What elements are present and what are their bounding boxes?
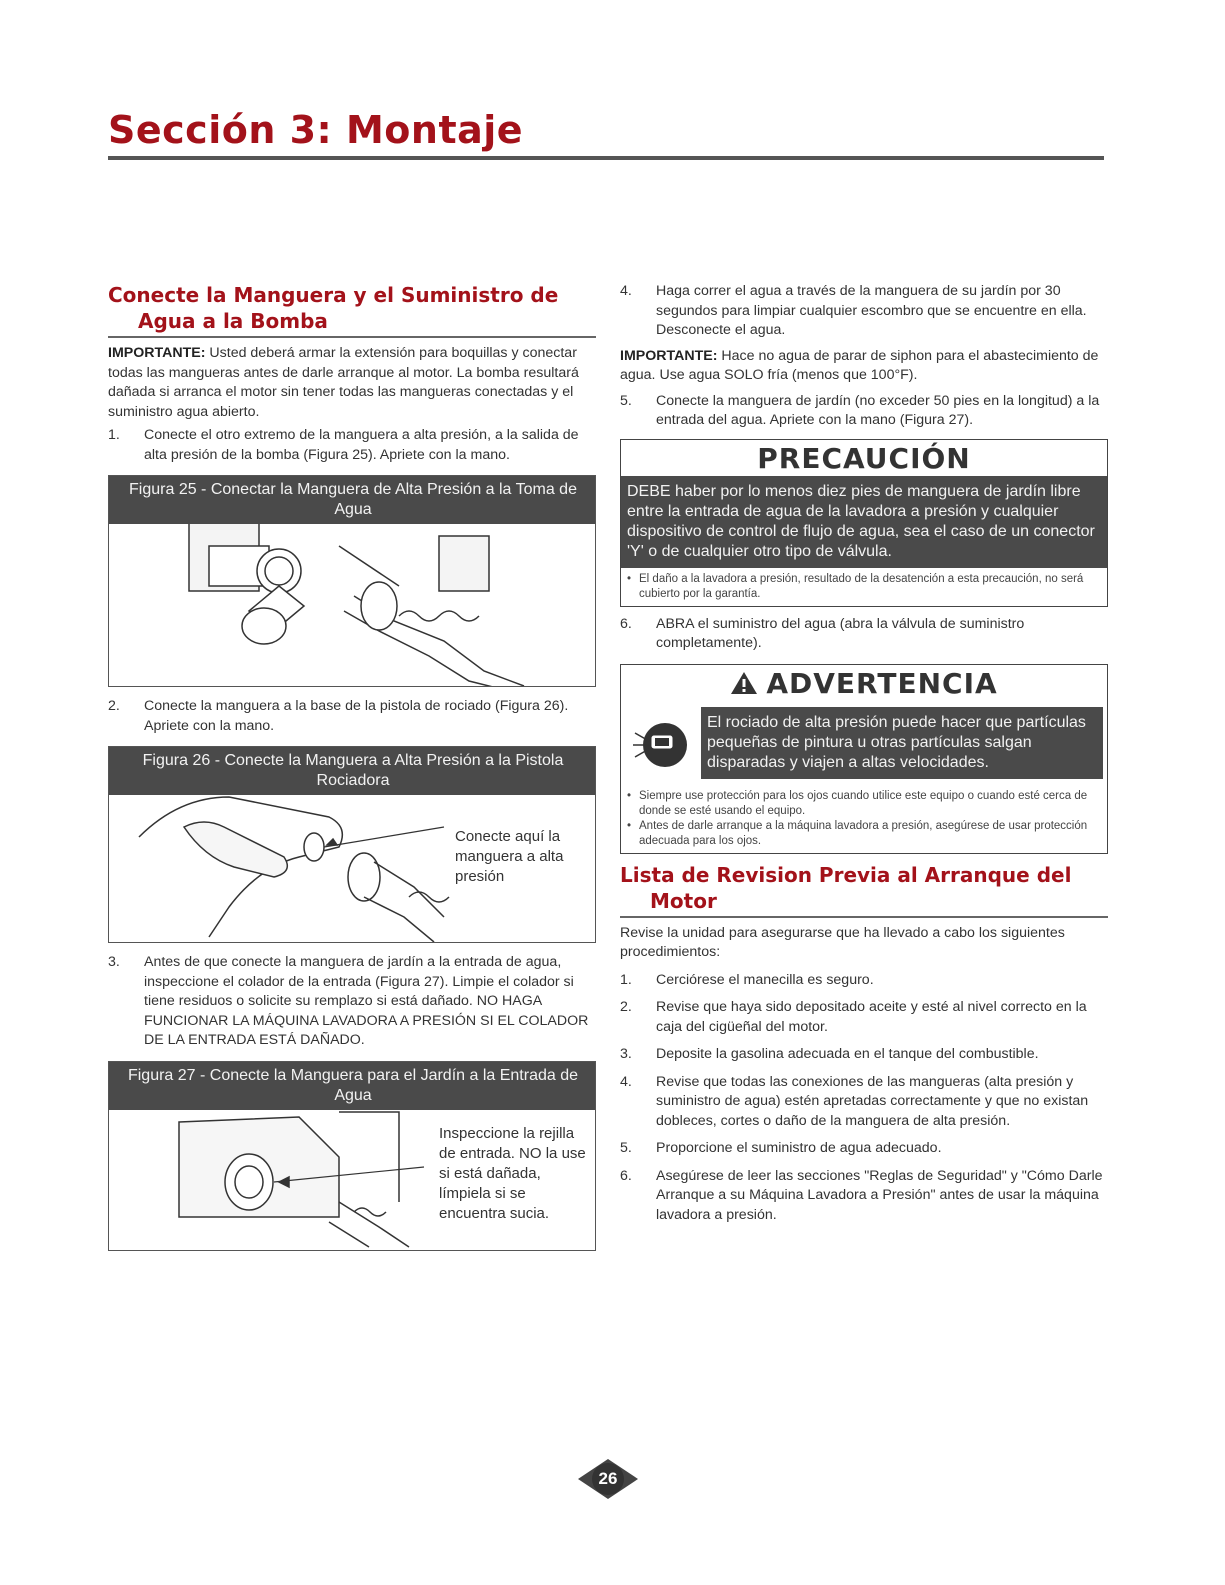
item-number: 4. (620, 1073, 632, 1090)
item-text: Asegúrese de leer las secciones "Reglas de Seguridad" y "Cómo Darle Arranque a su Máquina Lavadora a Presión" antes de usar la máquina lavadora a presión. (656, 1167, 1103, 1223)
step-6 (620, 615, 1108, 654)
caution-title: PRECAUCIÓN (757, 441, 971, 475)
bullet-text: Antes de darle arranque a la máquina lavadora a presión, asegúrese de usar protección adecuada para los ojos. (639, 819, 1088, 847)
figure-27-callout: Inspeccione la rejilla de entrada. NO la use si está dañada, límpiela si se encuentra sucia. (439, 1124, 586, 1222)
item-number: 3. (620, 1046, 632, 1062)
step-text: Haga correr el agua a través de la manguera de su jardín por 30 segundos para limpiar cualquier escombro que se encuentre en ella. Desconecte el agua. (656, 283, 1087, 338)
checklist-item (620, 1139, 1108, 1159)
step-2 (108, 697, 596, 736)
warning-body (621, 701, 1107, 785)
step-number: 3. (108, 954, 120, 970)
bullet-item: • Siempre use protección para los ojos cuando utilice este equipo o cuando esté cerca de donde se esté usando el equipo. (627, 789, 1101, 819)
heading-line-2: Agua a la Bomba (138, 309, 328, 333)
checklist-item (620, 998, 1108, 1037)
important-note-2 (620, 347, 1108, 386)
checklist-item (620, 1045, 1108, 1065)
step-text: Conecte la manguera de jardín (no exceder 50 pies en la longitud) a la entrada del agua. Apriete con la mano (Figura 27). (656, 392, 1100, 428)
item-number: 6. (620, 1167, 632, 1184)
step-text: Conecte la manguera a la base de la pistola de rociado (Figura 26). Apriete con la mano. (144, 698, 569, 734)
step-4 (620, 282, 1108, 341)
item-text: Deposite la gasolina adecuada en el tanque del combustible. (656, 1046, 1039, 1062)
step-number: 5. (620, 392, 632, 409)
caution-message: DEBE haber por lo menos diez pies de manguera de jardín libre entre la entrada de agua de la lavadora a presión y cualquier dispositivo de control de flujo de agua, sea el caso de un conector 'Y' o de cualquier otro tipo de válvula. (621, 476, 1107, 568)
step-text: Antes de que conecte la manguera de jardín a la entrada de agua, inspeccione el colador de la entrada (Figura 27). Limpie el colador si tiene residuos o solicite su remplazo si está dañado. NO HAGA FUNCIONAR LA MÁQUINA LAVADORA A PRESIÓN SI EL COLADOR DE LA ENTRADA ESTÁ DAÑADO. (144, 954, 589, 1048)
item-text: Revise que haya sido depositado aceite y esté al nivel correcto en la caja del cigüeñal del motor. (656, 999, 1087, 1035)
eye-protection-icon (621, 701, 701, 785)
right-column (620, 282, 1108, 1225)
left-column (108, 282, 596, 1261)
checklist-intro: Revise la unidad para asegurarse que ha llevado a cabo los siguientes procedimientos: (620, 924, 1065, 960)
step-text: Conecte el otro extremo de la manguera a alta presión, a la salida de alta presión de la bomba (Figura 25). Apriete con la mano. (144, 427, 579, 463)
page-title: Sección 3: Montaje (108, 108, 524, 152)
warning-title-row (621, 665, 1107, 701)
warning-triangle-icon (730, 670, 758, 696)
warning-box (620, 664, 1108, 854)
item-text: Revise que todas las conexiones de las mangueras (alta presión y suministro de agua) estén apretadas correctamente y que no existan dobleces, cortes o daño de la manguera de alta presión. (656, 1073, 1089, 1129)
section-heading-connect-hose (108, 282, 596, 334)
heading-divider (620, 916, 1108, 918)
checklist-item (620, 1167, 1108, 1226)
item-number: 2. (620, 999, 632, 1015)
important-text: Hace no agua de parar de siphon para el abastecimiento de agua. Use agua SOLO fría (menos que 100°F). (620, 347, 1099, 383)
bullet-item: • El daño a la lavadora a presión, resultado de la desatención a esta precaución, no será cubierto por la garantía. (627, 572, 1101, 602)
step-number: 2. (108, 698, 120, 714)
heading-line-1: Conecte la Manguera y el Suministro de (108, 283, 559, 307)
figure-25 (108, 475, 596, 687)
item-text: Cerciórese el manecilla es seguro. (656, 971, 874, 988)
important-label: IMPORTANTE: (108, 345, 206, 361)
caution-bullets (621, 568, 1107, 606)
step-number: 1. (108, 427, 120, 443)
warning-title: ADVERTENCIA (766, 666, 998, 700)
bullet-text: El daño a la lavadora a presión, resultado de la desatención a esta precaución, no será cubierto por la garantía. (639, 572, 1084, 600)
caution-box (620, 439, 1108, 607)
item-number: 1. (620, 971, 632, 988)
step-number: 4. (620, 283, 632, 299)
item-text: Proporcione el suministro de agua adecuado. (656, 1140, 942, 1156)
checklist-item (620, 971, 1108, 991)
warning-bullets (621, 785, 1107, 853)
important-text: Usted deberá armar la extensión para boquillas y conectar todas las mangueras antes de darle arranque al motor. La bomba resultará dañada si arranca el motor sin tener todas las mangueras conectadas y el suministro agua abierto. (108, 345, 579, 420)
item-number: 5. (620, 1140, 632, 1156)
heading-divider (108, 336, 596, 338)
step-number: 6. (620, 615, 632, 632)
heading-line-1: Lista de Revision Previa al Arranque del (620, 862, 1072, 887)
checklist-item (620, 1073, 1108, 1132)
figure-26 (108, 746, 596, 943)
figure-26-caption: Figura 26 - Conecte la Manguera a Alta Presión a la Pistola Rociadora (109, 747, 595, 795)
section-heading-checklist (620, 862, 1108, 914)
step-1 (108, 426, 596, 465)
page-number: 26 (598, 1469, 618, 1488)
title-divider (108, 156, 1104, 160)
important-note (108, 344, 596, 422)
step-3 (108, 953, 596, 1051)
bullet-item: • Antes de darle arranque a la máquina lavadora a presión, asegúrese de usar protección adecuada para los ojos. (627, 819, 1101, 849)
bullet-text: Siempre use protección para los ojos cuando utilice este equipo o cuando esté cerca de donde se esté usando el equipo. (639, 789, 1088, 817)
step-text: ABRA el suministro del agua (abra la válvula de suministro completamente). (656, 615, 1025, 651)
figure-25-caption: Figura 25 - Conectar la Manguera de Alta Presión a la Toma de Agua (109, 476, 595, 524)
figure-27 (108, 1061, 596, 1251)
heading-line-2: Motor (650, 888, 717, 913)
step-5 (620, 392, 1108, 431)
page-number-badge (578, 1459, 638, 1499)
important-label: IMPORTANTE: (620, 347, 718, 364)
warning-message: El rociado de alta presión puede hacer que partículas pequeñas de pintura u otras partículas salgan disparadas y viajen a altas velocidades. (701, 707, 1103, 779)
figure-26-callout: Conecte aquí la manguera a alta presión (455, 828, 564, 885)
figure-27-caption: Figura 27 - Conecte la Manguera para el Jardín a la Entrada de Agua (109, 1062, 595, 1110)
